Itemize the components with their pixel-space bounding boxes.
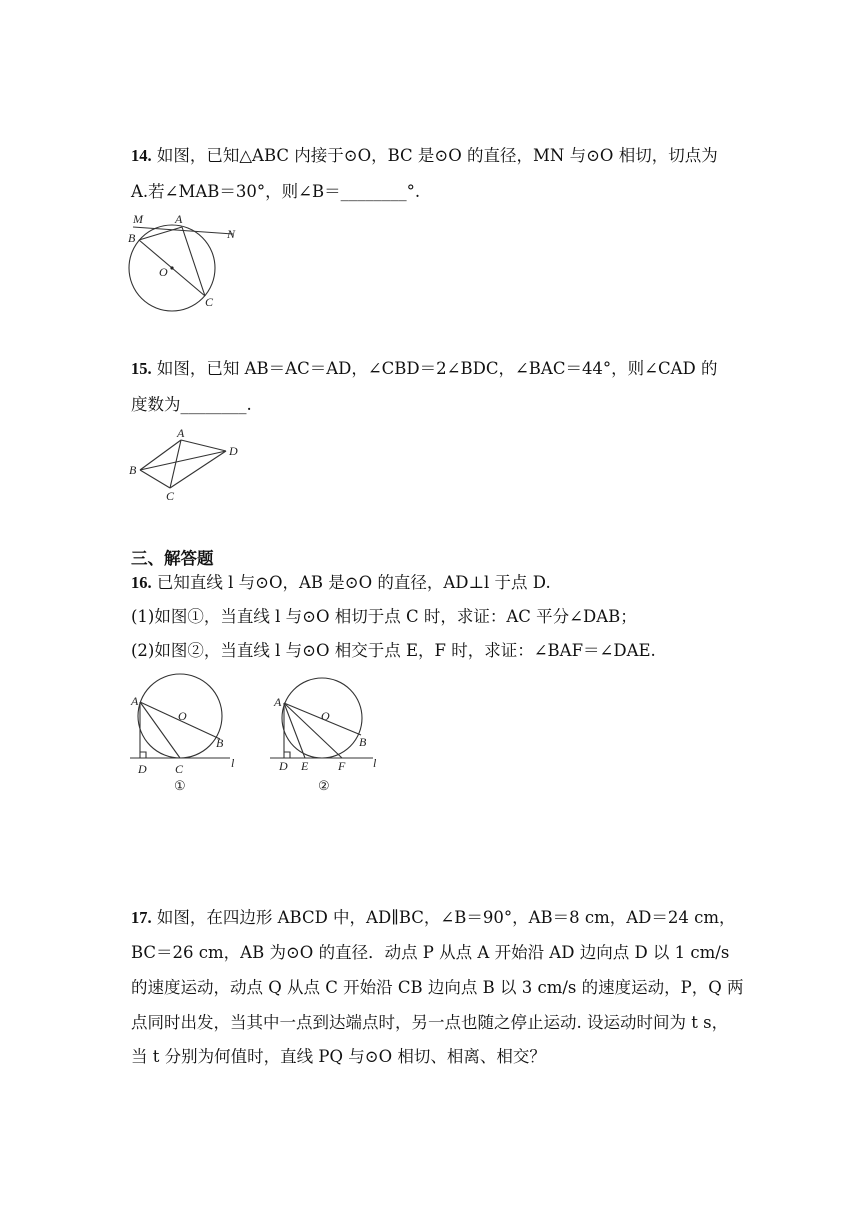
q16-figure-1 bbox=[125, 672, 250, 797]
q15-label-a: A bbox=[177, 426, 185, 440]
q16-fig1-label-d: D bbox=[138, 762, 147, 776]
q14-number: 14. bbox=[131, 146, 152, 165]
q16-fig2-label-f: F bbox=[338, 759, 346, 773]
q15-number: 15. bbox=[131, 359, 152, 378]
q16-fig2-label-a: A bbox=[274, 695, 282, 709]
q16-fig1-label-b: B bbox=[216, 736, 224, 750]
q17-line-3: 的速度运动，动点 Q 从点 C 开始沿 CB 边向点 B 以 3 cm/s 的速度运动，P，Q 两 bbox=[131, 978, 744, 997]
q14-label-c: C bbox=[205, 295, 214, 309]
q14-label-o: O bbox=[159, 265, 168, 279]
q16-number: 16. bbox=[131, 573, 152, 592]
q16-fig1-label-o: O bbox=[178, 709, 187, 723]
q14-label-b: B bbox=[128, 231, 136, 245]
q17-line-5: 当 t 分别为何值时，直线 PQ 与⊙O 相切、相离、相交？ bbox=[131, 1047, 546, 1066]
q14-label-m: M bbox=[133, 212, 143, 226]
q17-line-4: 点同时出发，当其中一点到达端点时，另一点也随之停止运动. 设运动时间为 t s， bbox=[131, 1013, 729, 1032]
q17-number: 17. bbox=[131, 908, 152, 927]
q16-fig1-caption: ① bbox=[174, 778, 186, 793]
q14-figure bbox=[125, 210, 255, 320]
q16-fig2-segment-af bbox=[284, 703, 342, 758]
q16-fig2-caption: ② bbox=[318, 778, 330, 793]
q15-figure bbox=[125, 425, 245, 505]
q16-fig2-label-o: O bbox=[321, 709, 330, 723]
q16-fig2-right-angle bbox=[284, 752, 290, 758]
q15-label-b: B bbox=[129, 463, 137, 477]
q15-line-1: 15. 如图，已知 AB＝AC＝AD，∠CBD＝2∠BDC，∠BAC＝44°，则∠CAD 的 bbox=[131, 359, 718, 378]
q15-edge-cd bbox=[170, 451, 226, 488]
q14-label-n: N bbox=[227, 227, 236, 241]
q16-fig2-label-d: D bbox=[279, 759, 288, 773]
q16-line-1: 16. 已知直线 l 与⊙O，AB 是⊙O 的直径，AD⊥l 于点 D. bbox=[131, 573, 551, 592]
q16-fig2-label-e: E bbox=[301, 759, 309, 773]
q17-line-2: BC＝26 cm，AB 为⊙O 的直径．动点 P 从点 A 开始沿 AD 边向点 D 以 1 cm/s bbox=[131, 943, 730, 962]
q15-label-c: C bbox=[166, 489, 175, 503]
q16-fig1-label-l: l bbox=[231, 756, 235, 770]
q14-line-2: A.若∠MAB＝30°，则∠B＝________°. bbox=[131, 182, 421, 201]
q15-edge-bc bbox=[140, 470, 170, 488]
q17-line-1: 17. 如图，在四边形 ABCD 中，AD∥BC，∠B＝90°，AB＝8 cm，AD＝24 cm， bbox=[131, 908, 736, 927]
q16-fig2-label-b: B bbox=[359, 735, 367, 749]
section-title: 三、解答题 bbox=[131, 549, 214, 568]
q16-figure-2 bbox=[265, 672, 390, 797]
q16-fig2-label-l: l bbox=[373, 756, 377, 770]
q16-line-3: (2)如图②，当直线 l 与⊙O 相交于点 E，F 时，求证：∠BAF＝∠DAE. bbox=[131, 641, 656, 660]
q14-center-dot bbox=[170, 266, 173, 269]
q16-fig1-label-c: C bbox=[175, 762, 184, 776]
q14-label-a: A bbox=[175, 212, 183, 226]
q16-fig1-segment-ac bbox=[140, 702, 180, 758]
q16-fig1-right-angle bbox=[140, 752, 146, 758]
q15-line-2: 度数为________. bbox=[131, 395, 252, 414]
q14-line-1: 14. 如图，已知△ABC 内接于⊙O，BC 是⊙O 的直径，MN 与⊙O 相切，切点为 bbox=[131, 146, 718, 165]
q16-line-2: (1)如图①，当直线 l 与⊙O 相切于点 C 时，求证：AC 平分∠DAB； bbox=[131, 607, 637, 626]
q15-edge-ad bbox=[181, 440, 226, 451]
q15-label-d: D bbox=[229, 444, 238, 458]
q16-fig2-segment-ae bbox=[284, 703, 305, 758]
q16-fig1-label-a: A bbox=[131, 694, 139, 708]
